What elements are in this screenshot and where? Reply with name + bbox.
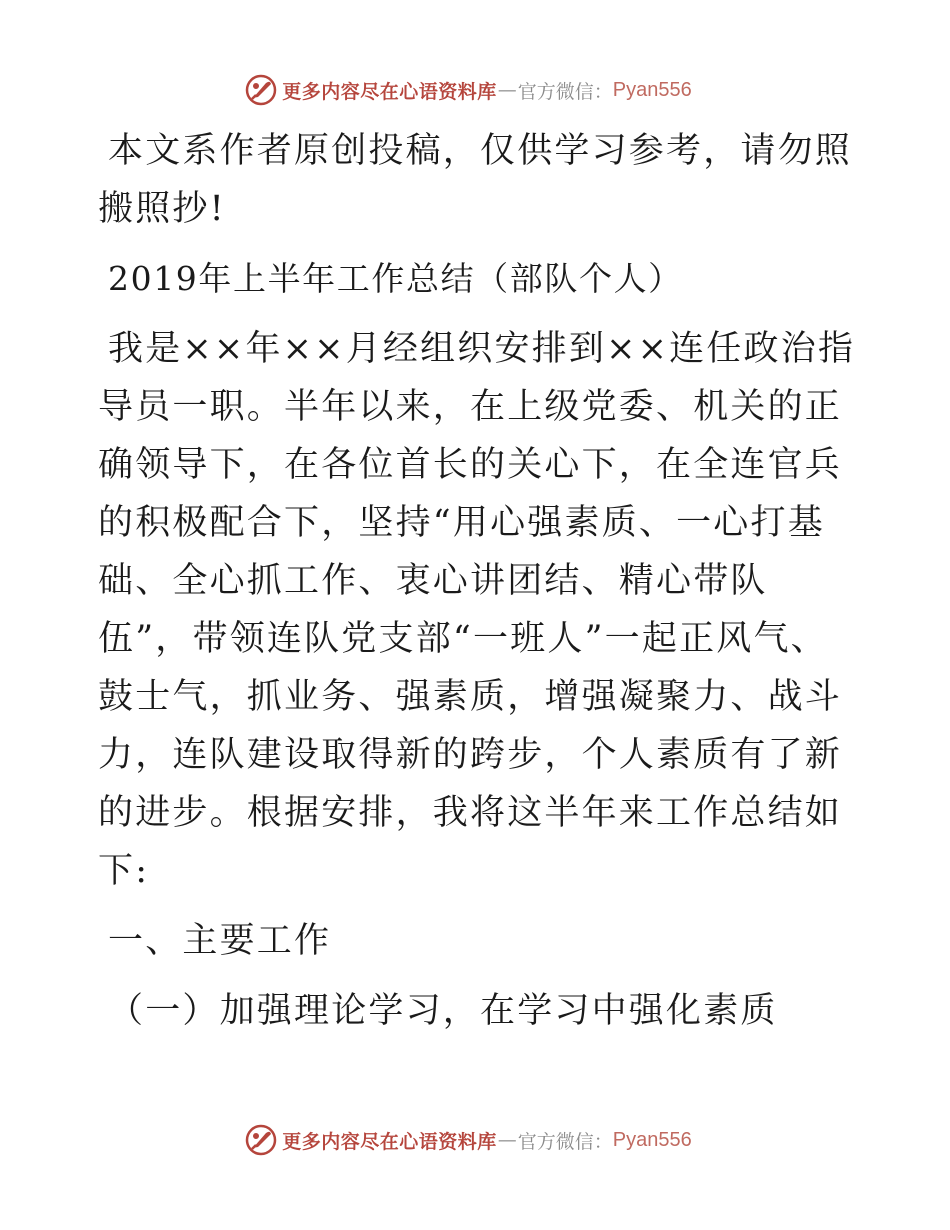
- intro-paragraph: 我是××年××月经组织安排到××连任政治指导员一职。半年以来，在上级党委、机关的正确领导下，在各位首长的关心下，在全连官兵的积极配合下，坚持“用心强素质、一心打基础、全心抓工作、衷心讲团结、精心带队伍”，带领连队党支部“一班人”一起正风气、鼓士气，抓业务、强素质，增强凝聚力、战斗力，连队建设取得新的跨步，个人素质有了新的进步。根据安排，我将这半年来工作总结如下:: [98, 329, 856, 891]
- banner-text: 更多内容尽在心语资料库: [282, 80, 497, 103]
- footer-banner: [0, 1120, 950, 1160]
- header-banner: [0, 70, 950, 110]
- section-heading-1: 一、主要工作: [108, 921, 332, 961]
- banner-wechat-label: 官方微信：: [517, 1130, 613, 1153]
- banner-wechat-id: Pyan556: [612, 78, 692, 101]
- banner-wechat-id: Pyan556: [612, 1128, 692, 1151]
- header-banner-inner: [244, 73, 692, 107]
- banner-text: 更多内容尽在心语资料库: [282, 1130, 497, 1153]
- footer-banner-inner: [244, 1123, 692, 1157]
- notice-paragraph: 本文系作者原创投稿，仅供学习参考，请勿照搬照抄!: [98, 131, 853, 229]
- subsection-heading-1: （一）加强理论学习，在学习中强化素质: [108, 991, 778, 1031]
- quill-logo-icon: [244, 1123, 278, 1157]
- banner-wechat-label: 官方微信：: [517, 80, 613, 103]
- quill-logo-icon: [244, 73, 278, 107]
- banner-separator: —: [497, 79, 517, 101]
- banner-separator: —: [497, 1129, 517, 1151]
- document-body: [98, 122, 858, 1040]
- document-title: 2019年上半年工作总结（部队个人）: [108, 259, 683, 298]
